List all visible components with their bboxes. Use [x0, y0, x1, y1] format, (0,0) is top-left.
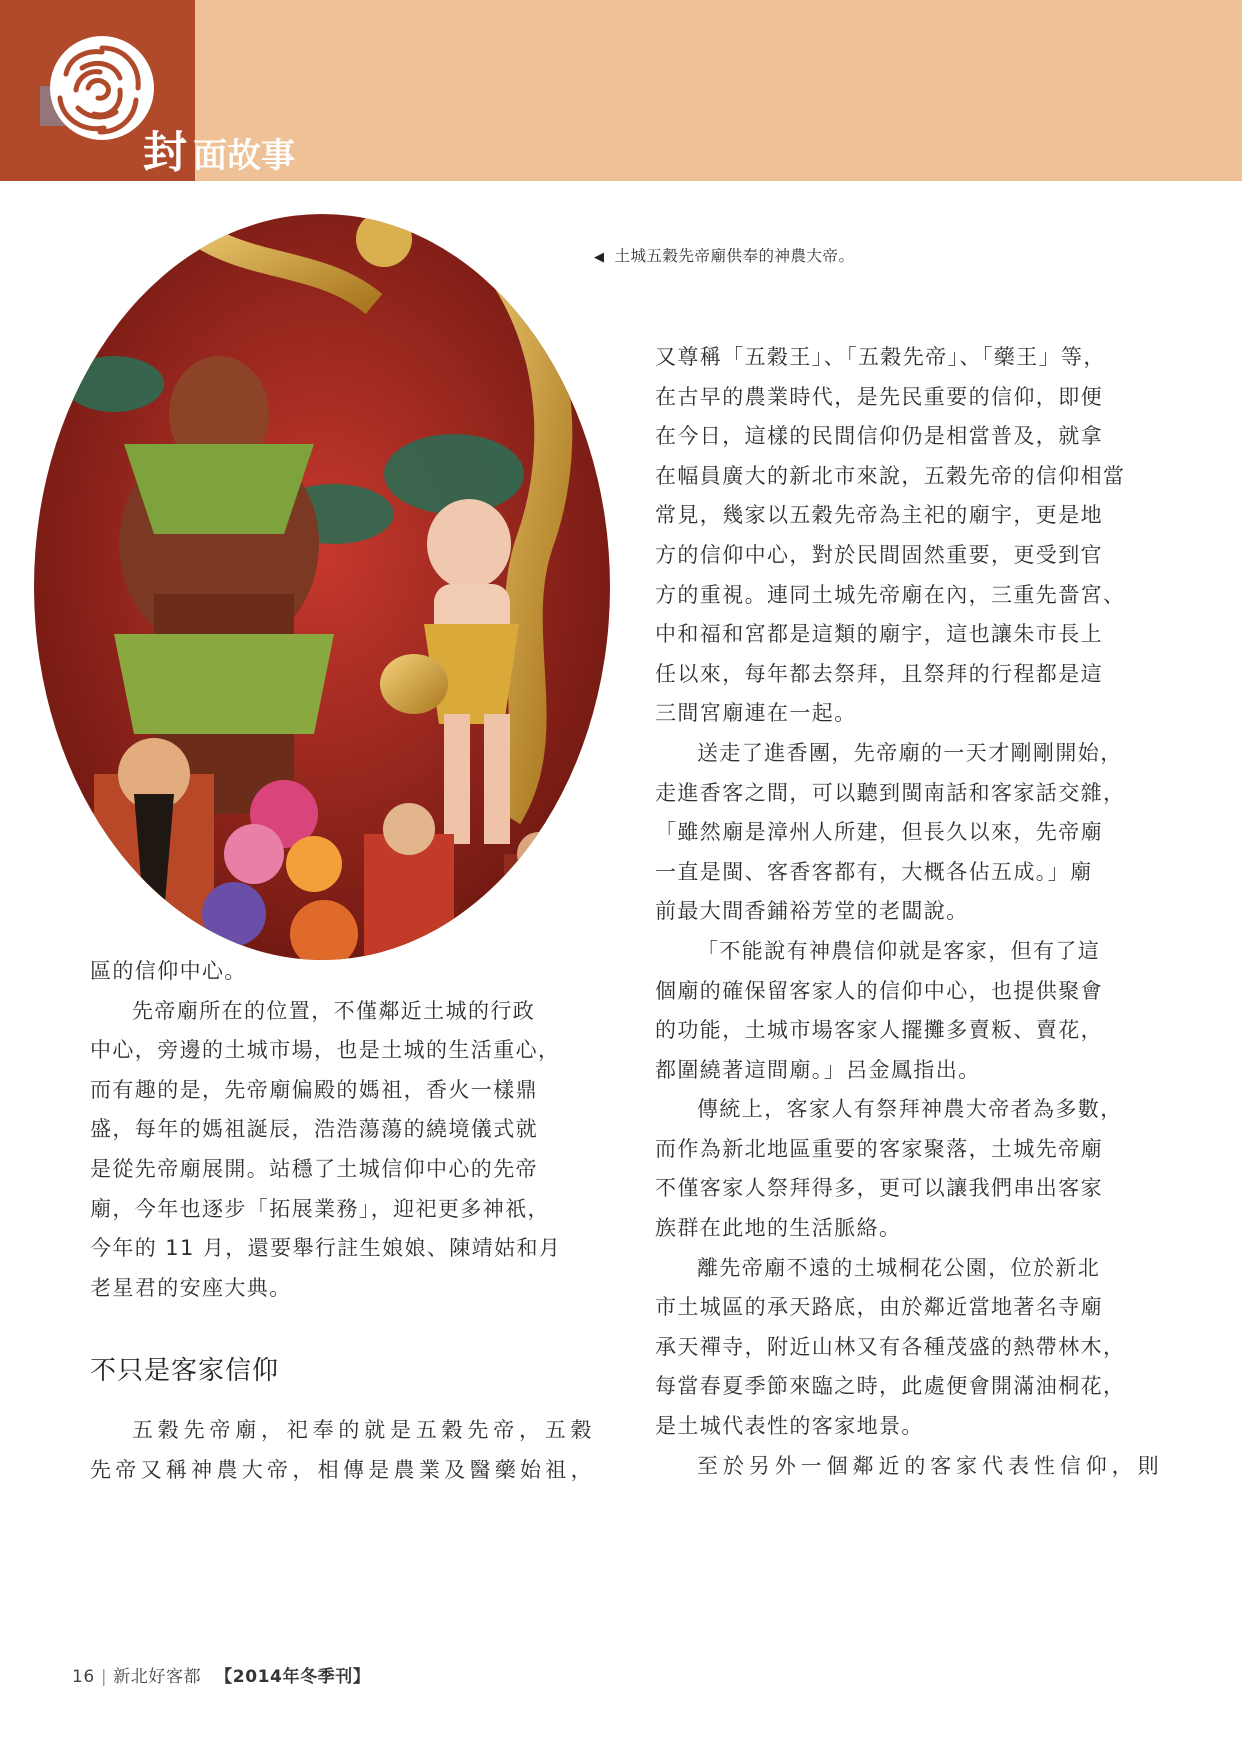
text-line: 三間宮廟連在一起。: [655, 701, 857, 726]
left-column-continued: [90, 1411, 593, 1490]
text-line: 方的重視。連同土城先帝廟在內，三重先嗇宮、: [655, 582, 1126, 607]
paragraph: [655, 1249, 1160, 1447]
text-line: 在幅員廣大的新北市來說，五穀先帝的信仰相當: [655, 463, 1126, 488]
text-line: 中和福和宮都是這類的廟宇，這也讓朱市長上: [655, 622, 1103, 647]
footer-separator: |: [100, 1667, 108, 1687]
paragraph: [655, 1447, 1160, 1487]
text-line: 至於另外一個鄰近的客家代表性信仰，則: [697, 1453, 1160, 1478]
text-line: 離先帝廟不遠的土城桐花公園，位於新北: [697, 1255, 1101, 1280]
text-line: 在古早的農業時代，是先民重要的信仰，即便: [655, 384, 1103, 409]
text-line: 今年的 11 月，還要舉行註生娘娘、陳靖姑和月: [90, 1236, 562, 1261]
text-line: 中心，旁邊的土城市場，也是土城的生活重心，: [90, 1038, 561, 1063]
text-line: 的功能，土城市場客家人擺攤多賣粄、賣花，: [655, 1018, 1103, 1043]
text-line: 常見，幾家以五穀先帝為主祀的廟宇，更是地: [655, 503, 1103, 528]
text-line: 走進香客之間，可以聽到閩南話和客家話交雜，: [655, 780, 1126, 805]
text-line: 不僅客家人祭拜得多，更可以讓我們串出客家: [655, 1176, 1103, 1201]
paragraph: [90, 992, 593, 1309]
text-line: 前最大間香鋪裕芳堂的老闆說。: [655, 899, 969, 924]
section-title: [143, 128, 295, 178]
text-line: 廟，今年也逐步「拓展業務」，迎祀更多神祇，: [90, 1196, 550, 1221]
magazine-name: 新北好客都: [113, 1667, 202, 1687]
text-line: 老星君的安座大典。: [90, 1275, 292, 1300]
temple-statues-photo: [34, 214, 610, 960]
paragraph: [90, 952, 593, 992]
text-line: 「雖然廟是漳州人所建，但長久以來，先帝廟: [655, 820, 1103, 845]
text-line: 方的信仰中心，對於民間固然重要，更受到官: [655, 542, 1103, 567]
text-line: 先帝又稱神農大帝，相傳是農業及醫藥始祖，: [90, 1457, 593, 1482]
header-block: [0, 0, 295, 181]
text-line: 盛，每年的媽祖誕辰，浩浩蕩蕩的繞境儀式就: [90, 1117, 538, 1142]
text-line: 每當春夏季節來臨之時，此處便會開滿油桐花，: [655, 1374, 1126, 1399]
text-line: 任以來，每年都去祭拜，且祭拜的行程都是這: [655, 661, 1103, 686]
paragraph: [90, 1411, 593, 1490]
text-line: 傳統上，客家人有祭拜神農大帝者為多數，: [697, 1097, 1123, 1122]
section-subheading: 不只是客家信仰: [90, 1356, 280, 1386]
text-line: 又尊稱「五穀王」、「五穀先帝」、「藥王」等，: [655, 345, 1106, 369]
text-line: 「不能說有神農信仰就是客家，但有了這: [697, 938, 1101, 963]
text-line: 個廟的確保留客家人的信仰中心，也提供聚會: [655, 978, 1103, 1003]
text-line: 而有趣的是，先帝廟偏殿的媽祖，香火一樣鼎: [90, 1077, 538, 1102]
text-line: 都圍繞著這間廟。」呂金鳳指出。: [655, 1057, 981, 1082]
text-line: 先帝廟所在的位置，不僅鄰近土城的行政: [132, 998, 536, 1023]
page-number: 16: [72, 1667, 95, 1687]
paragraph: [655, 734, 1160, 932]
section-title-first-char: 封: [143, 127, 187, 178]
right-column: [655, 338, 1160, 1486]
text-line: 一直是閩、客香客都有，大概各佔五成。」廟: [655, 859, 1093, 884]
text-line: 承天禪寺，附近山林又有各種茂盛的熱帶林木，: [655, 1334, 1126, 1359]
photo-caption: [594, 244, 855, 266]
text-line: 是土城代表性的客家地景。: [655, 1414, 924, 1439]
text-line: 送走了進香團，先帝廟的一天才剛剛開始，: [697, 740, 1123, 765]
text-line: 五穀先帝廟，祀奉的就是五穀先帝，五穀: [132, 1418, 593, 1442]
text-line: 市土城區的承天路底，由於鄰近當地著名寺廟: [655, 1295, 1103, 1320]
paragraph: [655, 1090, 1160, 1248]
text-line: 而作為新北地區重要的客家聚落，土城先帝廟: [655, 1136, 1103, 1161]
paragraph: [655, 338, 1160, 734]
left-column: [90, 952, 593, 1308]
text-line: 族群在此地的生活脈絡。: [655, 1216, 902, 1241]
page-footer: [72, 1662, 371, 1687]
paragraph: [655, 932, 1160, 1090]
text-line: 在今日，這樣的民間信仰仍是相當普及，就拿: [655, 424, 1103, 449]
caption-arrow-icon: ◀: [594, 250, 605, 265]
text-line: 是從先帝廟展開。站穩了土城信仰中心的先帝: [90, 1156, 538, 1181]
caption-text: 土城五穀先帝廟供奉的神農大帝。: [614, 247, 855, 265]
issue-label: 【2014年冬季刊】: [215, 1667, 371, 1687]
section-title-rest: 面故事: [193, 136, 295, 176]
text-line: 區的信仰中心。: [90, 959, 247, 983]
